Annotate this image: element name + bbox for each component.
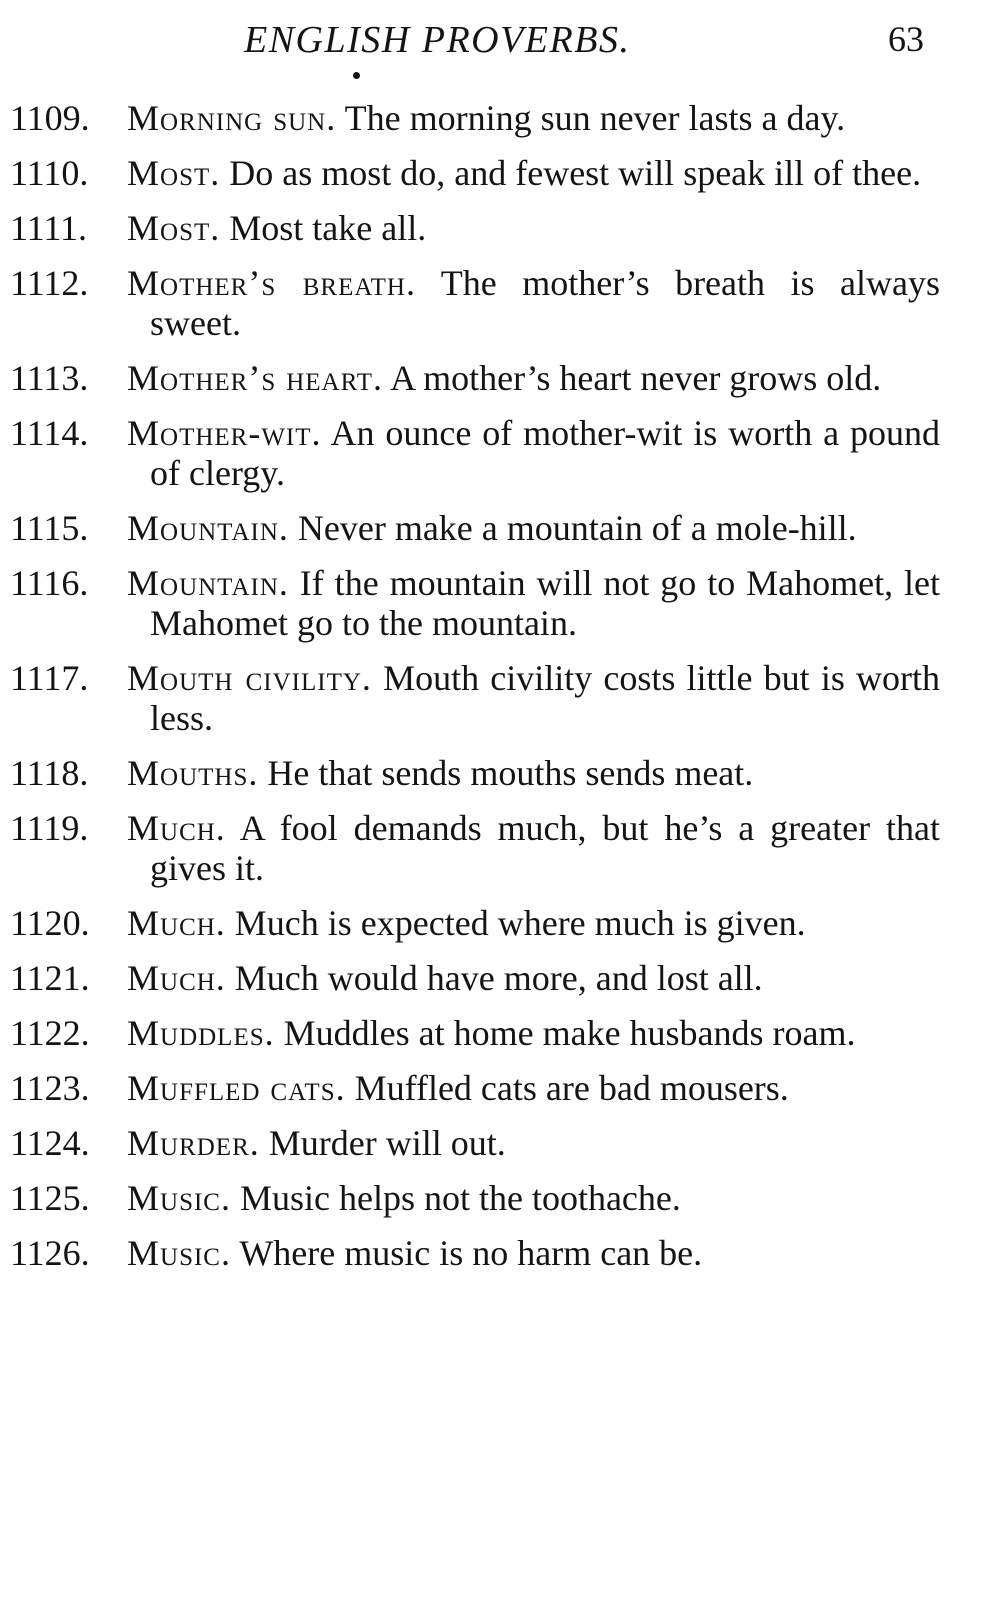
proverb-keyword: Mountain.: [127, 508, 289, 548]
proverb-number: 1121.: [10, 958, 90, 998]
proverb-text: If the mountain will not go to Mahomet, let Mahomet go to the mountain.: [150, 563, 941, 643]
proverb-keyword: Most.: [127, 208, 221, 248]
proverb-text: The morning sun never lasts a day.: [344, 98, 846, 138]
proverb-entry: [0, 1013, 1000, 1053]
proverb-text: Muffled cats are bad mousers.: [354, 1068, 789, 1108]
proverb-entry: [0, 208, 1000, 248]
proverb-keyword: Mother’s breath.: [127, 263, 416, 303]
proverb-keyword: Muddles.: [127, 1013, 275, 1053]
proverb-entry: [0, 1123, 1000, 1163]
proverb-entry: [0, 263, 1000, 343]
proverb-entry: [0, 413, 1000, 493]
proverb-number: 1114.: [10, 413, 89, 453]
proverb-text: An ounce of mother-wit is worth a pound of clergy.: [150, 413, 940, 493]
proverb-entry: [0, 658, 1000, 738]
proverb-entry: [0, 98, 1000, 138]
proverb-number: 1119.: [10, 808, 89, 848]
proverb-keyword: Music.: [127, 1233, 231, 1273]
proverb-number: 1115.: [10, 508, 89, 548]
proverb-number: 1116.: [10, 563, 89, 603]
proverb-text: He that sends mouths sends meat.: [267, 753, 754, 793]
proverb-text: Do as most do, and fewest will speak ill of thee.: [229, 153, 922, 193]
page-header: [0, 18, 1000, 68]
proverb-number: 1111.: [10, 208, 87, 248]
proverb-text: A mother’s heart never grows old.: [390, 358, 882, 398]
proverb-keyword: Mouths.: [127, 753, 259, 793]
ornament-dot-icon: [353, 72, 360, 79]
proverb-number: 1112.: [10, 263, 89, 303]
proverb-text: Much is expected where much is given.: [234, 903, 806, 943]
proverb-number: 1117.: [10, 658, 89, 698]
proverb-text: Mouth civility costs little but is worth less.: [150, 658, 940, 738]
proverb-keyword: Mother’s heart.: [127, 358, 384, 398]
proverb-text: The mother’s breath is always sweet.: [150, 263, 940, 343]
proverb-text: Never make a mountain of a mole-hill.: [297, 508, 857, 548]
proverb-text: Most take all.: [229, 208, 427, 248]
proverb-text: Murder will out.: [268, 1123, 506, 1163]
proverb-text: Much would have more, and lost all.: [234, 958, 763, 998]
proverb-number: 1109.: [10, 98, 90, 138]
proverb-entry: [0, 153, 1000, 193]
proverb-entry: [0, 753, 1000, 793]
proverb-number: 1124.: [10, 1123, 90, 1163]
proverb-entry: [0, 1178, 1000, 1218]
proverb-entry: [0, 1233, 1000, 1273]
proverb-number: 1113.: [10, 358, 89, 398]
proverb-number: 1122.: [10, 1013, 90, 1053]
proverb-entry: [0, 903, 1000, 943]
proverb-entry: [0, 958, 1000, 998]
proverb-keyword: Most.: [127, 153, 221, 193]
proverb-text: Muddles at home make husbands roam.: [283, 1013, 856, 1053]
proverb-keyword: Much.: [127, 808, 226, 848]
proverb-text: A fool demands much, but he’s a greater that gives it.: [150, 808, 940, 888]
proverb-number: 1125.: [10, 1178, 90, 1218]
proverb-keyword: Mother-wit.: [127, 413, 322, 453]
proverb-number: 1123.: [10, 1068, 90, 1108]
proverb-entry: [0, 563, 1000, 643]
proverb-keyword: Mountain.: [127, 563, 289, 603]
proverb-text: Where music is no harm can be.: [239, 1233, 703, 1273]
proverb-keyword: Muffled cats.: [127, 1068, 346, 1108]
running-title: ENGLISH PROVERBS.: [244, 19, 631, 61]
proverb-number: 1118.: [10, 753, 89, 793]
proverb-number: 1110.: [10, 153, 89, 193]
page-number: 63: [888, 19, 924, 59]
proverb-text: Music helps not the toothache.: [239, 1178, 681, 1218]
proverb-list: [0, 98, 1000, 1288]
proverb-keyword: Morning sun.: [127, 98, 337, 138]
proverb-keyword: Much.: [127, 958, 226, 998]
proverb-keyword: Mouth civility.: [127, 658, 372, 698]
proverb-entry: [0, 508, 1000, 548]
proverb-keyword: Music.: [127, 1178, 231, 1218]
proverb-entry: [0, 358, 1000, 398]
proverb-keyword: Murder.: [127, 1123, 260, 1163]
proverb-number: 1120.: [10, 903, 90, 943]
proverb-entry: [0, 1068, 1000, 1108]
proverb-keyword: Much.: [127, 903, 226, 943]
proverb-entry: [0, 808, 1000, 888]
proverb-number: 1126.: [10, 1233, 90, 1273]
